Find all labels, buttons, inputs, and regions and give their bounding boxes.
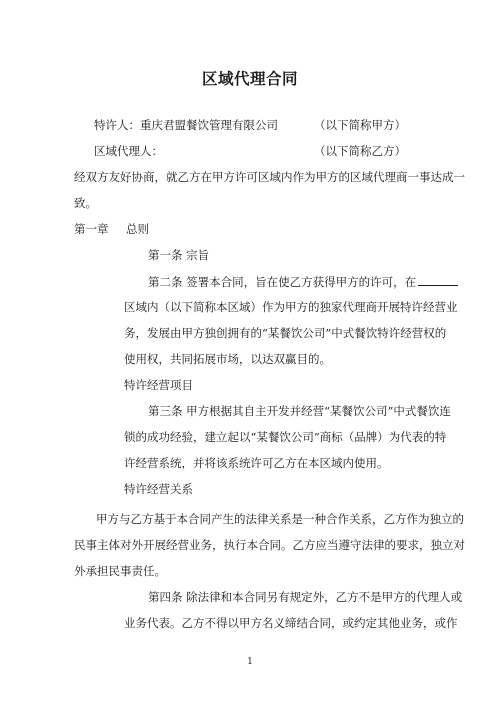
relation-line-1: 甲方与乙方基于本合同产生的法律关系是一种合作关系，乙方作为独立的: [96, 512, 464, 526]
page-number: 1: [247, 657, 253, 667]
relation-line-3: 外承担民事责任。: [74, 564, 166, 578]
article-4-line-2: 业务代表。乙方不得以甲方名义缔结合同，或约定其他业务，或作: [124, 616, 458, 630]
intro-line-2: 致。: [74, 196, 97, 210]
licensor-note: （以下简称甲方）: [314, 118, 406, 132]
article-2-line-4: 使用权，共同拓展市场，以达双赢目的。: [124, 352, 331, 366]
article-2-text: 第二条 签署本合同，旨在使乙方获得甲方的许可，在: [148, 275, 417, 289]
blank-underline: [418, 274, 458, 286]
article-2-line-2: 区域内（以下简称本区域）作为甲方的独家代理商开展特许经营业: [124, 300, 458, 314]
article-2-line-1: [148, 274, 458, 289]
article-3-line-2: 锁的成功经验，建立起以“某餐饮公司”商标（品牌）为代表的特: [124, 430, 447, 444]
agent-line: 区域代理人：: [94, 144, 163, 158]
article-4-line-1: 第四条 除法律和本合同另有规定外，乙方不是甲方的代理人或: [148, 590, 463, 604]
article-3-line-3: 许经营系统，并将该系统许可乙方在本区域内使用。: [124, 456, 389, 470]
article-3-line-1: 第三条 甲方根据其自主开发并经营“某餐饮公司”中式餐饮连: [148, 404, 451, 418]
relation-line-2: 民事主体对外开展经营业务，执行本合同。乙方应当遵守法律的要求，独立对: [74, 538, 465, 552]
article-1: 第一条 宗旨: [148, 248, 210, 262]
contract-title: 区域代理合同: [201, 70, 298, 88]
agent-note: （以下简称乙方）: [314, 144, 406, 158]
intro-line-1: 经双方友好协商，就乙方在甲方许可区域内作为甲方的区域代理商一事达成一: [74, 170, 465, 184]
chapter-label: 第一章: [74, 222, 109, 236]
article-2-line-3: 务，发展由甲方独创拥有的“某餐饮公司”中式餐饮特许经营权的: [124, 326, 447, 340]
chapter-name: 总则: [126, 222, 149, 236]
licensor-line: 特许人：重庆君盟餐饮管理有限公司: [94, 118, 278, 132]
heading-relation: 特许经营关系: [124, 482, 193, 496]
heading-project: 特许经营项目: [124, 378, 193, 392]
